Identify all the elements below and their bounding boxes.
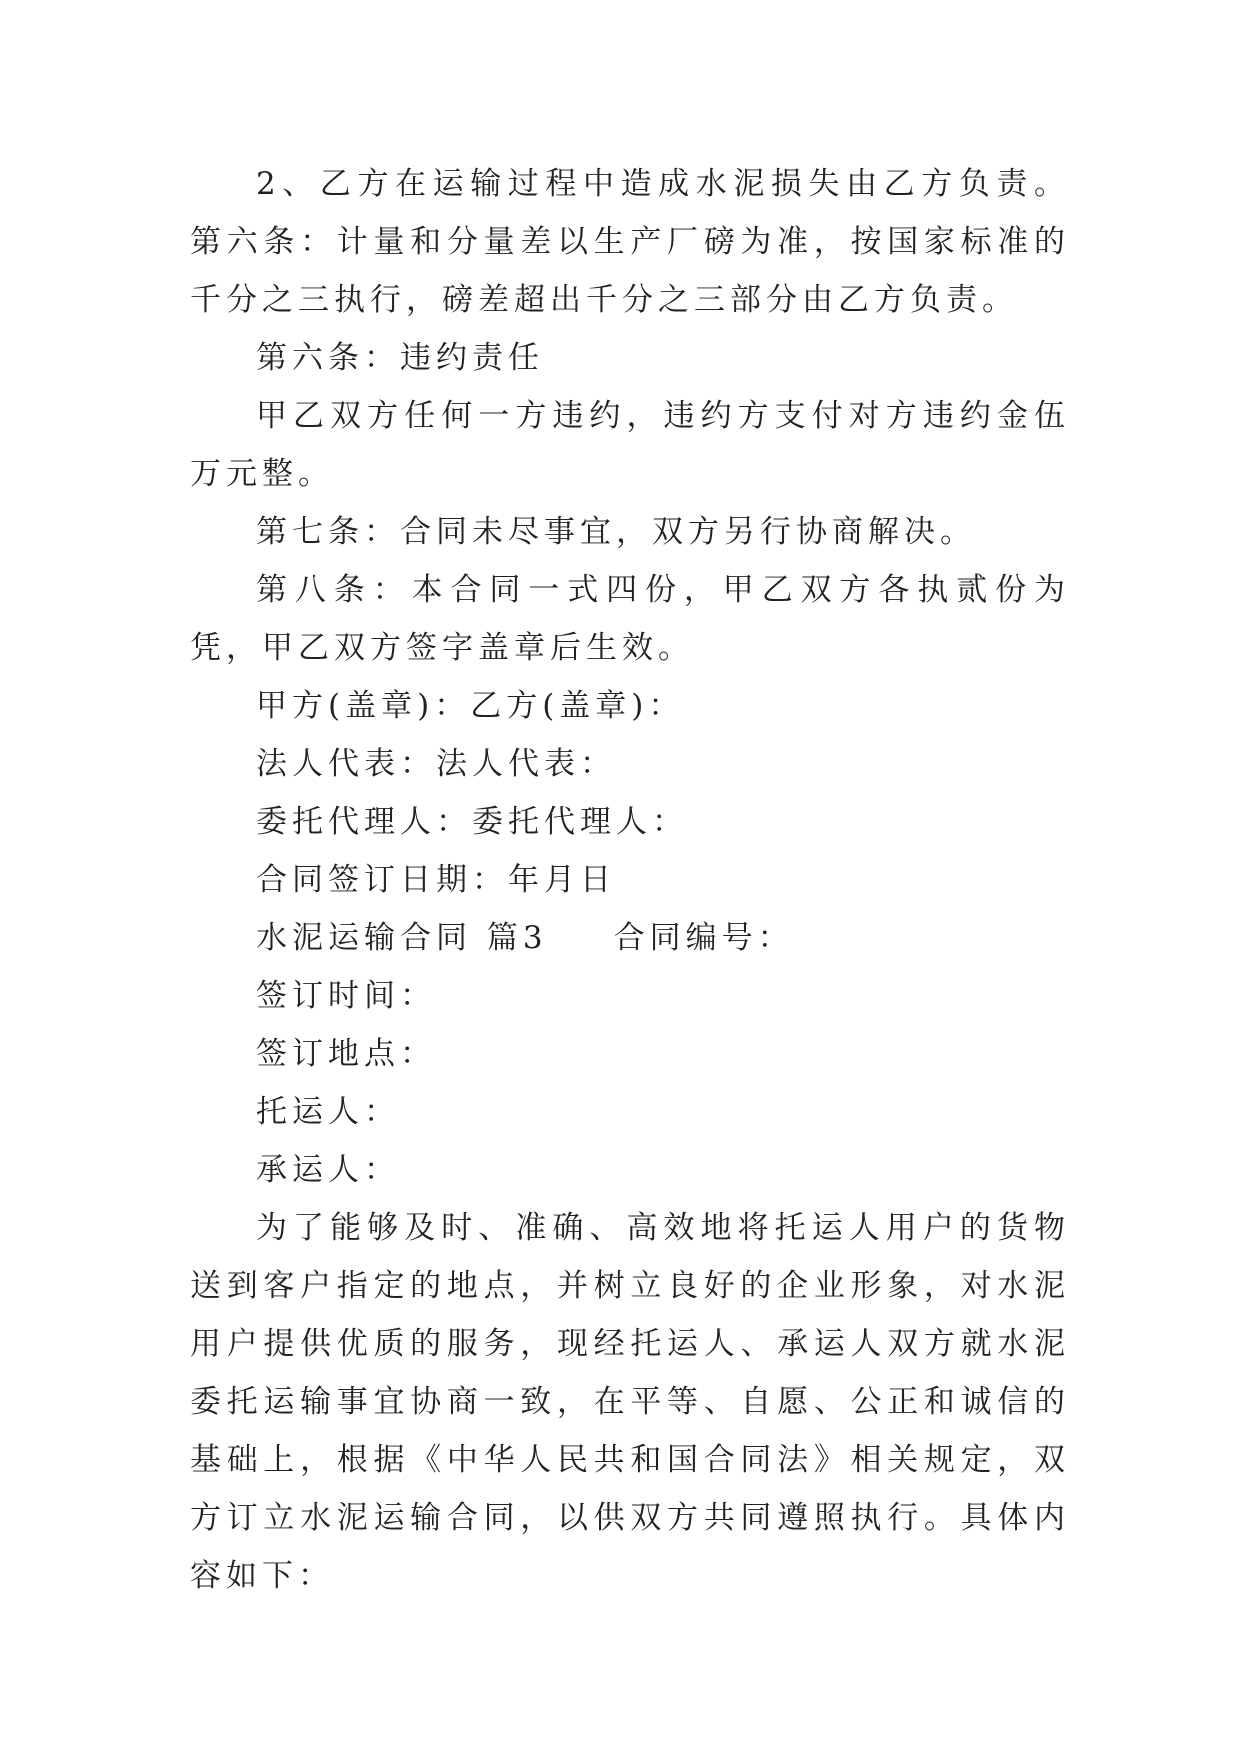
paragraph-clause-6-heading: 第六条：违约责任 xyxy=(256,340,544,376)
field-shipper: 托运人： xyxy=(256,1094,400,1130)
signature-legal-reps: 法人代表：法人代表： xyxy=(256,746,616,782)
field-carrier: 承运人： xyxy=(256,1152,400,1188)
signature-party-seals: 甲方(盖章)：乙方(盖章)： xyxy=(256,688,685,724)
contract-heading-line xyxy=(190,909,1070,967)
signature-date: 合同签订日期：年月日 xyxy=(256,862,616,898)
paragraph-breach: 甲乙双方任何一方违约，违约方支付对方违约金伍万元整。 xyxy=(190,398,1070,492)
paragraph-clause-7: 第七条：合同未尽事宜，双方另行协商解决。 xyxy=(256,514,976,550)
paragraph-preamble: 为了能够及时、准确、高效地将托运人用户的货物送到客户指定的地点，并树立良好的企业形象，对水泥用户提供优质的服务，现经托运人、承运人双方就水泥委托运输事宜协商一致，在平等、自愿、公正和诚信的基础上，根据《中华人民共和国合同法》相关规定，双方订立水泥运输合同，以供双方共同遵照执行。具体内容如下： xyxy=(190,1210,1070,1594)
field-sign-place: 签订地点： xyxy=(256,1036,436,1072)
paragraph-clause-5-2: 2、乙方在运输过程中造成水泥损失由乙方负责。第六条：计量和分量差以生产厂磅为准，按国家标准的千分之三执行，磅差超出千分之三部分由乙方负责。 xyxy=(190,166,1070,318)
contract-number-label: 合同编号： xyxy=(613,920,794,956)
contract-title: 水泥运输合同 篇3 xyxy=(256,920,548,956)
paragraph-clause-8: 第八条：本合同一式四份，甲乙双方各执贰份为凭，甲乙双方签字盖章后生效。 xyxy=(190,572,1070,666)
signature-agents: 委托代理人：委托代理人： xyxy=(256,804,688,840)
field-sign-time: 签订时间： xyxy=(256,978,436,1014)
document-body xyxy=(190,155,1070,1605)
